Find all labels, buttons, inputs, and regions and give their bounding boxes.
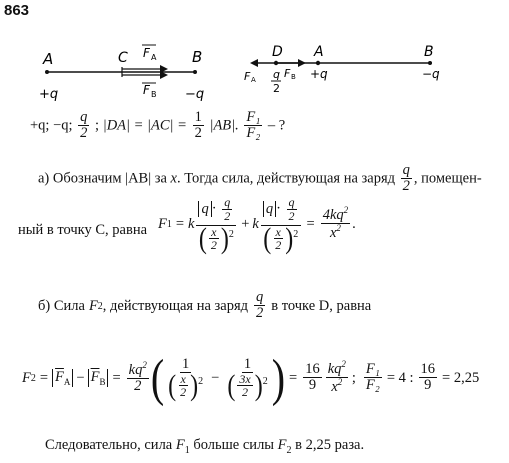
force-b-label: F — [143, 83, 150, 97]
conclusion-f2: F — [277, 437, 287, 453]
dot-2: · — [276, 200, 281, 217]
charge-d-num: q — [273, 68, 280, 81]
part-a-line2-text: ный в точку С, равна — [18, 222, 148, 238]
inner-minus: − — [211, 369, 220, 386]
part-b-line — [38, 290, 371, 322]
part-b-post: в точке D, равна — [271, 297, 372, 314]
given-charges: +q; −q; — [30, 117, 73, 134]
f1-result: $\frac{4kq^2}{x^2}$ — [322, 205, 349, 242]
abs-q-1: q — [198, 201, 211, 217]
formula-f1 — [158, 195, 356, 256]
force-a-label-right: F — [244, 70, 251, 83]
point-b-right — [428, 61, 432, 65]
formula-f2 — [22, 338, 479, 418]
final-ratio: $\frac{\text{F₁}}{\text{F₂}}$ — [365, 360, 380, 394]
plus-1: + — [241, 215, 250, 232]
f1-symbol: F — [158, 215, 167, 232]
sixteen-ninths: $\frac{16}{9}$ — [305, 360, 320, 394]
given-ratio: $\frac{\text{F₁}}{\text{F₂}}$ — [246, 109, 261, 142]
sq-2: 2 — [293, 228, 299, 240]
part-b-q-half: $\frac{q}{2}$ — [256, 289, 264, 322]
given-ask: – ? — [267, 117, 286, 134]
sixteen-ninths-2: $\frac{16}{9}$ — [420, 360, 436, 394]
point-b — [193, 70, 197, 74]
f2-semi: ; — [351, 369, 356, 386]
answer: = 2,25 — [442, 369, 480, 386]
point-b-label: B — [192, 48, 203, 66]
part-a-mid: . Тогда сила, действующая на заряд — [176, 170, 395, 187]
conclusion-f1-sub: 1 — [184, 444, 190, 456]
f2-symbol: F — [22, 369, 31, 386]
given-sep: ; — [95, 117, 100, 134]
f1-eq: = — [175, 215, 185, 232]
part-b-mid: , действующая на заряд — [102, 297, 249, 314]
force-b-sub-right: B — [291, 73, 296, 81]
conclusion-f1: F — [175, 437, 185, 453]
given-q-half: $\frac{q}{2}$ — [80, 109, 88, 142]
conclusion-mid: больше силы — [193, 437, 275, 453]
force-a-arrowhead-right — [250, 59, 258, 67]
dot-1: · — [211, 200, 217, 217]
term-2: q · $\frac{q}{2}$ ( $\frac{x}{2}$ )$^2$ — [261, 196, 301, 253]
term-1: q · $\frac{q}{2}$ ( $\frac{x}{2}$ )$^2$ — [196, 196, 236, 253]
given-line — [30, 110, 285, 142]
f2-sub: 2 — [30, 372, 36, 384]
f2-eq-3: = — [289, 369, 298, 386]
point-a-label-right: A — [314, 44, 324, 60]
term-x: 1 ( $\frac{x}{2}$ )$^2$ — [168, 355, 204, 403]
part-a-var: x — [170, 170, 177, 187]
point-b-label-right: B — [424, 44, 434, 60]
part-b-pre: б) Сила — [38, 297, 85, 314]
abs-fa: $\overline{F}_A$ — [52, 369, 73, 387]
f1-end: . — [352, 215, 356, 232]
x-half-2: $\frac{x}{2}$ — [275, 224, 282, 253]
given-eq1: |DA| = |AC| = — [102, 117, 187, 134]
charge-b-label-right: −q — [422, 67, 440, 81]
part-a-post: , помещен- — [413, 170, 482, 187]
point-a-label: A — [43, 50, 54, 68]
diagram-left — [25, 34, 225, 104]
f1-sub: 1 — [166, 218, 172, 230]
q-half-2: $\frac{q}{2}$ — [288, 195, 295, 223]
force-b-arrowhead-right — [298, 59, 306, 67]
point-d-label: D — [272, 44, 283, 60]
given-eq2: |AB|. — [209, 117, 239, 134]
charge-d-den: 2 — [273, 82, 280, 95]
given-half: $\frac{1}{2}$ — [194, 109, 202, 142]
left-paren: ( — [150, 348, 165, 407]
charge-a-label-right: +q — [310, 67, 328, 81]
charge-b-label: −q — [185, 87, 205, 102]
point-a-right — [316, 61, 320, 65]
x-half-1: $\frac{x}{2}$ — [210, 224, 217, 253]
problem-number: 863 — [4, 2, 30, 19]
ratio-eq: = 4 : — [386, 369, 414, 386]
diagram-right — [236, 34, 456, 104]
force-b-label-right: F — [284, 67, 291, 80]
part-b-f2-sub: 2 — [97, 300, 103, 312]
conclusion-pre: Следовательно, сила — [45, 437, 173, 453]
force-b-sub: B — [151, 90, 157, 99]
part-b-f2: F — [88, 297, 98, 314]
conclusion — [45, 437, 364, 456]
f2-minus: − — [76, 369, 85, 386]
q-half-1: $\frac{q}{2}$ — [224, 195, 231, 223]
right-paren: ) — [271, 348, 286, 407]
abs-fb: $\overline{F}_B$ — [88, 369, 109, 387]
part-a-intro: а) Обозначим |AB| за — [38, 170, 167, 187]
part-a-line1 — [38, 163, 482, 195]
charge-a-label: +q — [39, 87, 59, 102]
term-3x: 1 ( $\frac{3x}{2}$ )$^2$ — [227, 355, 268, 403]
force-a-sub: A — [151, 53, 157, 62]
k-2: k — [252, 215, 259, 232]
force-a-sub-right: A — [251, 76, 256, 84]
abs-q-2: q — [263, 201, 276, 217]
force-a-label: F — [143, 46, 150, 60]
k-1: k — [188, 215, 195, 232]
f2-eq: = — [39, 369, 49, 386]
kq2-x2: $\frac{kq^2}{x^2}$ — [327, 359, 346, 395]
sq-1: 2 — [228, 228, 234, 240]
point-c-label: C — [118, 50, 128, 66]
kq2-half: $\frac{kq^2}{2}$ — [128, 360, 147, 395]
f1-eq-2: = — [306, 215, 315, 232]
part-a-q-half: $\frac{q}{2}$ — [402, 162, 410, 195]
point-a — [45, 70, 49, 74]
conclusion-post: в 2,25 раза. — [295, 437, 365, 453]
f2-eq-2: = — [112, 369, 121, 386]
conclusion-f2-sub: 2 — [286, 444, 292, 456]
